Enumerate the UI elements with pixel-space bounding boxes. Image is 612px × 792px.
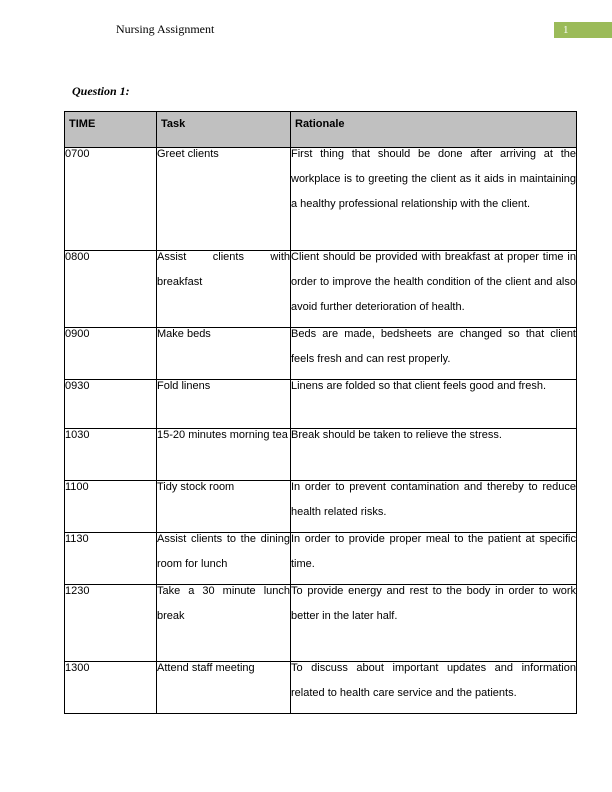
task-cell (157, 251, 291, 328)
rationale-cell (291, 585, 577, 662)
table-row (65, 481, 577, 533)
rationale-cell (291, 429, 577, 481)
table-row (65, 148, 577, 251)
rationale-cell (291, 328, 577, 380)
rationale-cell (291, 481, 577, 533)
task-cell (157, 585, 291, 662)
rationale-cell (291, 380, 577, 429)
page-number: 1 (554, 22, 612, 38)
table-row (65, 533, 577, 585)
rationale-cell (291, 533, 577, 585)
time-cell: 1100 (65, 481, 157, 533)
task-cell (157, 148, 291, 251)
rationale-cell (291, 662, 577, 714)
table-row (65, 251, 577, 328)
task-cell (157, 481, 291, 533)
task-text: Tidy stock room (157, 481, 235, 493)
table-row (65, 328, 577, 380)
time-cell: 1300 (65, 662, 157, 714)
table-row (65, 662, 577, 714)
task-cell (157, 328, 291, 380)
rationale-text: Break should be taken to relieve the stress. (291, 429, 502, 441)
time-cell: 0800 (65, 251, 157, 328)
rationale-cell (291, 251, 577, 328)
task-text: Greet clients (157, 148, 219, 160)
task-text: Take a 30 minute lunch break (157, 585, 290, 622)
time-cell: 0930 (65, 380, 157, 429)
rationale-text: In order to provide proper meal to the patient at specific time. (291, 533, 576, 570)
time-cell: 1230 (65, 585, 157, 662)
rationale-text: Beds are made, bedsheets are changed so that client feels fresh and can rest properly. (291, 328, 576, 365)
task-text: 15-20 minutes morning tea (157, 429, 288, 441)
task-text: Assist clients with breakfast (157, 251, 290, 288)
column-header-rationale: Rationale (291, 112, 577, 148)
table-row (65, 585, 577, 662)
question-title: Question 1: (72, 84, 130, 98)
table-row (65, 380, 577, 429)
rationale-text: First thing that should be done after arriving at the workplace is to greeting the client as it aids in maintaining a healthy professional relationship with the client. (291, 148, 576, 210)
rationale-text: Linens are folded so that client feels good and fresh. (291, 380, 547, 392)
column-header-time: TIME (65, 112, 157, 148)
task-text: Fold linens (157, 380, 211, 392)
task-cell (157, 533, 291, 585)
rationale-text: In order to prevent contamination and thereby to reduce health related risks. (291, 481, 576, 518)
time-cell: 1130 (65, 533, 157, 585)
task-cell (157, 380, 291, 429)
rationale-text: Client should be provided with breakfast at proper time in order to improve the health condition of the client and also avoid further deterioration of health. (291, 251, 576, 313)
task-cell (157, 429, 291, 481)
task-text: Make beds (157, 328, 211, 340)
schedule-table (64, 111, 577, 714)
rationale-cell (291, 148, 577, 251)
table-row (65, 429, 577, 481)
rationale-text: To provide energy and rest to the body in order to work better in the later half. (291, 585, 576, 622)
time-cell: 1030 (65, 429, 157, 481)
task-text: Attend staff meeting (157, 662, 255, 674)
column-header-task: Task (157, 112, 291, 148)
rationale-text: To discuss about important updates and information related to health care service and the patients. (291, 662, 576, 699)
task-text: Assist clients to the dining room for lunch (157, 533, 290, 570)
time-cell: 0900 (65, 328, 157, 380)
time-cell: 0700 (65, 148, 157, 251)
header-title: Nursing Assignment (116, 22, 215, 36)
task-cell (157, 662, 291, 714)
